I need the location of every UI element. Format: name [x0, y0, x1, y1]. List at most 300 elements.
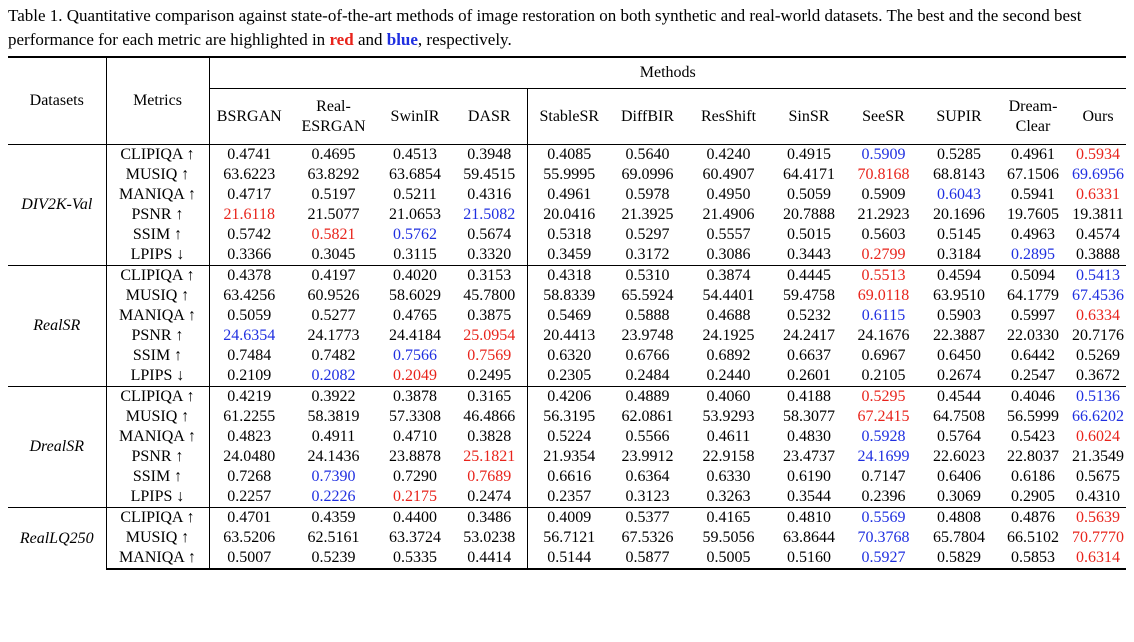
metric-value: 63.6854	[389, 166, 441, 183]
metric-value: 0.4717	[227, 186, 272, 203]
metric-value: 0.5927	[845, 548, 922, 569]
table-row	[8, 326, 1126, 346]
metric-value: 0.6043	[937, 186, 981, 203]
metric-value: 0.4710	[393, 428, 437, 445]
metric-value: 63.5206	[223, 529, 276, 546]
metric-value: 0.3874	[684, 266, 773, 287]
table-row	[8, 185, 1126, 205]
metric-value: 0.6334	[1076, 307, 1120, 324]
metric-value: 61.2255	[223, 408, 276, 425]
metric-value: 60.9526	[307, 287, 360, 304]
metric-value: 69.0118	[857, 287, 910, 304]
metric-value: 24.4184	[389, 327, 441, 344]
metric-value: 0.5224	[527, 427, 611, 447]
method-header-line: SeeSR	[862, 107, 905, 125]
table-row	[8, 225, 1126, 245]
metric-value: 0.3165	[452, 387, 527, 408]
metric-value: 70.8168	[857, 166, 910, 183]
metric-value: 63.9510	[933, 287, 985, 304]
table-row	[8, 346, 1126, 366]
metric-value: 0.2357	[527, 487, 611, 508]
table-row	[8, 306, 1126, 326]
metric-value: 56.3195	[527, 407, 611, 427]
method-header-1	[289, 89, 378, 145]
table-row	[8, 407, 1126, 427]
metric-value: 0.4830	[787, 428, 831, 445]
metric-value: 22.9158	[702, 448, 755, 465]
metric-value: 0.4961	[996, 145, 1070, 166]
metric-value: 0.4197	[289, 266, 378, 287]
metric-value: 0.5310	[611, 266, 684, 287]
metric-value: 55.9995	[527, 165, 611, 185]
metric-value: 0.3069	[937, 488, 981, 505]
metric-value: 0.2474	[467, 488, 512, 505]
metric-value: 0.3263	[706, 488, 751, 505]
metric-value: 54.4401	[702, 287, 755, 304]
metric-value: 0.3086	[706, 246, 751, 263]
table-row	[8, 165, 1126, 185]
metric-value: 0.4823	[227, 428, 272, 445]
comparison-table	[8, 56, 1126, 570]
table-row	[8, 286, 1126, 306]
method-header-line: ResShift	[700, 107, 757, 125]
metric-value: 62.5161	[307, 529, 360, 546]
metric-value: 59.4758	[783, 287, 835, 304]
metric-value: 63.4256	[223, 287, 276, 304]
metric-value: 24.1925	[702, 327, 755, 344]
metric-value: 0.2105	[861, 367, 906, 384]
metric-value: 24.1436	[307, 448, 360, 465]
table-row	[8, 245, 1126, 266]
metric-name: CLIPIQA ↑	[106, 508, 209, 529]
metric-value: 0.4808	[922, 508, 996, 529]
method-header-line: DASR	[467, 107, 511, 125]
method-header-line: SUPIR	[936, 107, 982, 125]
metric-value: 0.4165	[684, 508, 773, 529]
metric-value: 0.5423	[1011, 428, 1055, 445]
metric-value: 23.9912	[621, 448, 674, 465]
metric-value: 0.5015	[787, 226, 831, 243]
metric-value: 0.4876	[996, 508, 1070, 529]
metric-name: PSNR ↑	[106, 205, 209, 225]
metric-value: 0.4240	[684, 145, 773, 166]
metric-name: MANIQA ↑	[106, 548, 209, 569]
metric-value: 66.6202	[1072, 408, 1124, 425]
metric-value: 0.4741	[209, 145, 289, 166]
method-header-8	[845, 89, 922, 145]
metric-value: 0.2049	[393, 367, 437, 384]
metric-value: 0.5295	[845, 387, 922, 408]
metric-value: 24.1773	[307, 327, 360, 344]
metric-value: 0.6314	[1070, 548, 1126, 569]
metric-value: 0.5764	[937, 428, 981, 445]
method-header-line: ESRGAN	[301, 117, 366, 135]
method-header-7	[773, 89, 845, 145]
metric-value: 0.4359	[289, 508, 378, 529]
metric-value: 22.6023	[933, 448, 985, 465]
metric-value: 65.7804	[933, 529, 985, 546]
metric-value: 0.2484	[625, 367, 670, 384]
metric-value: 69.6956	[1072, 166, 1124, 183]
metric-value: 0.4020	[378, 266, 452, 287]
metric-value: 63.6223	[223, 166, 276, 183]
metric-value: 0.5566	[625, 428, 670, 445]
method-header-10	[996, 89, 1070, 145]
metric-value: 0.5513	[845, 266, 922, 287]
metric-value: 0.2674	[937, 367, 981, 384]
metric-value: 19.3811	[1072, 206, 1124, 223]
metric-value: 21.6118	[223, 206, 275, 223]
metric-value: 20.0416	[527, 205, 611, 225]
metric-value: 0.6364	[625, 468, 670, 485]
metric-value: 0.5136	[1070, 387, 1126, 408]
method-header-0	[209, 89, 289, 145]
metric-value: 0.3888	[1076, 246, 1120, 263]
metric-value: 0.5928	[861, 428, 906, 445]
table-row	[8, 508, 1126, 529]
metric-name: SSIM ↑	[106, 346, 209, 366]
metric-value: 63.3724	[389, 529, 441, 546]
metric-value: 0.2905	[1011, 488, 1055, 505]
method-header-5	[611, 89, 684, 145]
metric-value: 0.5978	[625, 186, 670, 203]
metric-value: 0.5007	[209, 548, 289, 569]
metric-value: 0.6331	[1076, 186, 1120, 203]
metric-value: 0.6766	[625, 347, 670, 364]
metric-value: 0.6320	[527, 346, 611, 366]
metric-value: 63.8644	[783, 529, 835, 546]
metric-value: 22.8037	[1007, 448, 1059, 465]
metric-value: 0.5888	[625, 307, 670, 324]
metric-name: MUSIQ ↑	[106, 528, 209, 548]
metric-value: 0.5821	[311, 226, 356, 243]
metric-value: 0.5335	[378, 548, 452, 569]
metric-value: 0.3486	[452, 508, 527, 529]
metric-value: 0.4963	[1011, 226, 1055, 243]
metric-value: 22.3887	[933, 327, 985, 344]
metric-name: LPIPS ↓	[106, 487, 209, 508]
method-header-line: StableSR	[539, 107, 600, 125]
metric-value: 0.7290	[393, 468, 437, 485]
metric-value: 24.1676	[857, 327, 910, 344]
metric-name: MUSIQ ↑	[106, 286, 209, 306]
metric-value: 0.5239	[289, 548, 378, 569]
metric-value: 0.5903	[937, 307, 981, 324]
metric-value: 0.5059	[787, 186, 831, 203]
metric-value: 59.5056	[702, 529, 755, 546]
metric-name: CLIPIQA ↑	[106, 266, 209, 287]
metric-value: 64.4171	[783, 166, 835, 183]
metric-value: 69.0996	[621, 166, 674, 183]
metric-value: 0.5853	[996, 548, 1070, 569]
metric-value: 0.5211	[393, 186, 437, 203]
caption-text: Table 1. Quantitative comparison against state-of-the-art methods of image restoration on both synthetic and real-world datasets. The best and the second best performance for each metric are highlighted in	[8, 6, 1082, 49]
metric-value: 0.4915	[773, 145, 845, 166]
metric-value: 0.4594	[922, 266, 996, 287]
metric-value: 0.4544	[922, 387, 996, 408]
metric-value: 0.3875	[467, 307, 512, 324]
metric-name: LPIPS ↓	[106, 366, 209, 387]
metric-value: 53.0238	[463, 529, 516, 546]
metric-value: 0.4950	[706, 186, 751, 203]
metric-value: 67.1506	[1007, 166, 1059, 183]
table-row	[8, 487, 1126, 508]
metric-value: 0.5762	[393, 226, 437, 243]
metric-value: 0.2495	[467, 367, 512, 384]
metric-value: 0.4911	[311, 428, 356, 445]
metric-value: 0.7390	[311, 468, 356, 485]
metric-value: 21.0653	[389, 206, 441, 223]
metric-value: 21.2923	[857, 206, 910, 223]
metric-value: 0.5145	[937, 226, 981, 243]
metric-value: 0.2601	[787, 367, 831, 384]
caption-middle: and	[353, 30, 387, 49]
method-header-9	[922, 89, 996, 145]
metric-value: 0.2175	[393, 488, 437, 505]
metric-value: 0.4765	[393, 307, 437, 324]
metric-value: 0.4219	[209, 387, 289, 408]
metric-value: 0.6330	[706, 468, 751, 485]
metric-value: 0.3045	[311, 246, 356, 263]
metric-value: 20.7176	[1072, 327, 1124, 344]
table-row	[8, 548, 1126, 569]
metric-value: 0.5285	[922, 145, 996, 166]
metric-name: MUSIQ ↑	[106, 407, 209, 427]
metric-value: 21.5077	[307, 206, 360, 223]
metric-value: 0.7566	[393, 347, 437, 364]
metric-value: 63.8292	[307, 166, 360, 183]
metric-value: 0.5297	[625, 226, 670, 243]
metric-value: 0.6637	[787, 347, 831, 364]
caption-suffix: , respectively.	[417, 30, 512, 49]
method-header-2	[378, 89, 452, 145]
metrics-header: Metrics	[106, 57, 209, 145]
metric-value: 0.6190	[787, 468, 831, 485]
metric-value: 0.3320	[467, 246, 512, 263]
metric-value: 0.5005	[684, 548, 773, 569]
metric-value: 0.6186	[1011, 468, 1055, 485]
metric-value: 0.6406	[937, 468, 981, 485]
table-row	[8, 528, 1126, 548]
metric-name: LPIPS ↓	[106, 245, 209, 266]
method-header-line: Dream-	[1008, 97, 1058, 115]
metric-value: 0.5059	[227, 307, 272, 324]
table-header	[8, 57, 1126, 145]
metric-value: 0.6450	[937, 347, 981, 364]
metric-value: 62.0861	[621, 408, 674, 425]
metric-value: 0.4889	[611, 387, 684, 408]
metric-name: PSNR ↑	[106, 447, 209, 467]
metric-value: 0.3922	[289, 387, 378, 408]
metric-value: 53.9293	[702, 408, 755, 425]
metric-value: 0.5675	[1076, 468, 1120, 485]
metric-value: 0.2396	[861, 488, 906, 505]
table-row	[8, 447, 1126, 467]
metric-value: 0.4400	[378, 508, 452, 529]
metric-value: 0.4046	[996, 387, 1070, 408]
metric-value: 0.5877	[611, 548, 684, 569]
metric-value: 0.4701	[209, 508, 289, 529]
metric-value: 0.2305	[527, 366, 611, 387]
table-row	[8, 387, 1126, 408]
metric-value: 24.0480	[223, 448, 276, 465]
metric-value: 21.5082	[463, 206, 516, 223]
table-row	[8, 427, 1126, 447]
metric-value: 0.6616	[527, 467, 611, 487]
dataset-name: RealSR	[8, 266, 106, 387]
metric-value: 0.7689	[467, 468, 512, 485]
table-row	[8, 467, 1126, 487]
method-header-4	[527, 89, 611, 145]
metric-value: 0.6967	[861, 347, 906, 364]
metric-value: 65.5924	[621, 287, 674, 304]
metric-value: 25.1821	[463, 448, 516, 465]
metric-value: 0.5269	[1076, 347, 1120, 364]
caption-blue-word: blue	[386, 30, 418, 49]
metric-name: SSIM ↑	[106, 467, 209, 487]
metric-value: 56.7121	[527, 528, 611, 548]
metric-value: 60.4907	[702, 166, 755, 183]
metric-value: 19.7605	[1007, 206, 1059, 223]
metric-value: 0.5569	[845, 508, 922, 529]
table-row	[8, 205, 1126, 225]
metric-value: 58.3819	[307, 408, 360, 425]
metric-value: 66.5102	[1007, 529, 1059, 546]
metric-value: 23.4737	[783, 448, 835, 465]
metric-value: 0.7484	[227, 347, 272, 364]
metric-value: 0.5557	[706, 226, 751, 243]
metric-value: 22.0330	[1007, 327, 1059, 344]
metric-name: PSNR ↑	[106, 326, 209, 346]
metric-value: 0.2109	[227, 367, 272, 384]
caption-red-word: red	[329, 30, 354, 49]
metric-value: 0.4206	[527, 387, 611, 408]
metric-value: 0.6115	[861, 307, 906, 324]
metric-value: 0.4318	[527, 266, 611, 287]
metric-value: 0.5742	[227, 226, 272, 243]
metric-value: 0.4310	[1076, 488, 1120, 505]
metric-value: 0.5160	[773, 548, 845, 569]
metric-value: 0.3948	[452, 145, 527, 166]
metric-value: 0.5934	[1070, 145, 1126, 166]
metric-value: 0.5377	[611, 508, 684, 529]
metric-name: MUSIQ ↑	[106, 165, 209, 185]
metric-value: 0.3184	[937, 246, 981, 263]
metric-value: 0.4316	[467, 186, 512, 203]
metric-value: 0.2257	[227, 488, 272, 505]
dataset-name: DrealSR	[8, 387, 106, 508]
metric-value: 0.5318	[527, 225, 611, 245]
metric-value: 20.7888	[783, 206, 835, 223]
metric-value: 0.7147	[861, 468, 906, 485]
metric-value: 0.3878	[378, 387, 452, 408]
table-row	[8, 145, 1126, 166]
method-header-line: DiffBIR	[620, 107, 675, 125]
metric-value: 45.7800	[463, 287, 516, 304]
datasets-header: Datasets	[8, 57, 106, 145]
metric-value: 24.1699	[857, 448, 910, 465]
metric-value: 0.3459	[527, 245, 611, 266]
metric-value: 67.5326	[621, 529, 674, 546]
metric-value: 21.4906	[702, 206, 755, 223]
table-row	[8, 366, 1126, 387]
metric-value: 0.5197	[311, 186, 356, 203]
metric-value: 59.4515	[463, 166, 516, 183]
metric-value: 0.4060	[684, 387, 773, 408]
metric-value: 70.3768	[857, 529, 910, 546]
metric-value: 0.2895	[1011, 246, 1055, 263]
metric-value: 0.4009	[527, 508, 611, 529]
metric-value: 0.2226	[311, 488, 356, 505]
metric-value: 56.5999	[1007, 408, 1059, 425]
metric-value: 0.4574	[1076, 226, 1120, 243]
metric-value: 23.8878	[389, 448, 441, 465]
metric-value: 0.5639	[1070, 508, 1126, 529]
metric-value: 57.3308	[389, 408, 441, 425]
method-header-line: Clear	[1015, 117, 1051, 135]
metric-value: 0.3123	[625, 488, 670, 505]
table-body	[8, 145, 1126, 570]
metric-value: 0.5909	[861, 186, 906, 203]
metric-value: 0.4810	[773, 508, 845, 529]
metric-value: 24.2417	[783, 327, 835, 344]
table-caption	[8, 4, 1128, 52]
metric-value: 0.7482	[311, 347, 356, 364]
metric-value: 0.5413	[1070, 266, 1126, 287]
methods-header: Methods	[209, 57, 1126, 89]
metric-value: 0.6892	[706, 347, 751, 364]
method-header-line: BSRGAN	[216, 107, 282, 125]
metric-value: 0.3366	[227, 246, 272, 263]
metric-name: MANIQA ↑	[106, 185, 209, 205]
metric-value: 0.5232	[787, 307, 831, 324]
metric-value: 0.6024	[1076, 428, 1120, 445]
metric-value: 0.7569	[467, 347, 512, 364]
metric-value: 0.5094	[996, 266, 1070, 287]
metric-value: 0.4688	[706, 307, 751, 324]
metric-value: 0.6442	[1011, 347, 1055, 364]
metric-value: 25.0954	[463, 327, 516, 344]
table-row	[8, 266, 1126, 287]
metric-value: 0.5941	[1011, 186, 1055, 203]
metric-value: 0.3443	[787, 246, 831, 263]
dataset-name: RealLQ250	[8, 508, 106, 570]
metric-name: SSIM ↑	[106, 225, 209, 245]
metric-value: 64.1779	[1007, 287, 1059, 304]
metric-value: 0.3544	[787, 488, 831, 505]
metric-name: CLIPIQA ↑	[106, 387, 209, 408]
metric-name: MANIQA ↑	[106, 306, 209, 326]
metric-value: 0.4445	[773, 266, 845, 287]
metric-value: 0.5997	[1011, 307, 1055, 324]
dataset-name: DIV2K-Val	[8, 145, 106, 266]
metric-value: 0.7268	[227, 468, 272, 485]
metric-value: 0.5144	[527, 548, 611, 569]
metric-value: 46.4866	[463, 408, 516, 425]
method-header-6	[684, 89, 773, 145]
method-header-11	[1070, 89, 1126, 145]
metric-value: 68.8143	[933, 166, 985, 183]
metric-value: 0.2082	[311, 367, 356, 384]
metric-value: 20.1696	[933, 206, 985, 223]
metric-value: 0.3172	[625, 246, 670, 263]
metric-value: 0.3828	[467, 428, 512, 445]
method-header-line: SinSR	[788, 107, 830, 125]
metric-value: 0.5640	[611, 145, 684, 166]
metric-value: 20.4413	[527, 326, 611, 346]
metric-value: 21.3549	[1072, 448, 1124, 465]
metric-value: 0.2799	[861, 246, 906, 263]
